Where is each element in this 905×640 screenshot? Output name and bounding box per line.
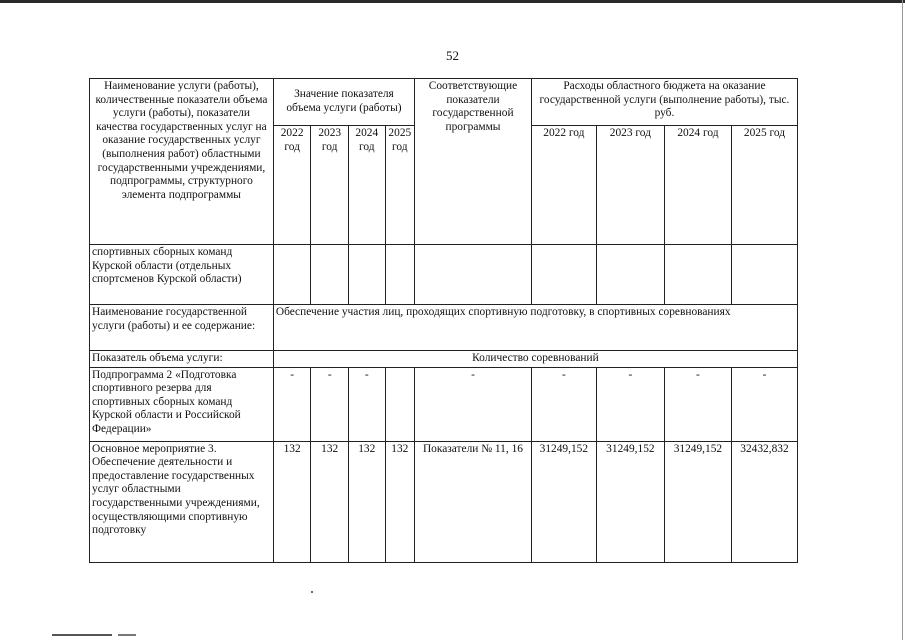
expense-year-2023: 2023 год — [596, 126, 664, 245]
empty-cell — [349, 245, 386, 305]
scan-speck — [311, 591, 313, 593]
activity-volume-2022: 132 — [273, 441, 311, 562]
subprogram-name: Подпрограмма 2 «Подготовка спортивного резерва для спортивных сборных команд Курской области и Российской Федерации» — [90, 367, 274, 441]
activity-program: Показатели № 11, 16 — [415, 441, 532, 562]
continuation-row — [90, 245, 798, 305]
activity-row — [90, 441, 798, 562]
page-number: 52 — [446, 48, 459, 63]
header-expenses-cell: Расходы областного бюджета на оказание государственной услуги (выполнение работы), тыс. руб. — [531, 79, 797, 126]
empty-cell — [731, 245, 797, 305]
subprogram-row — [90, 367, 798, 441]
header-row-1 — [90, 79, 798, 126]
activity-expense-2025: 32432,832 — [731, 441, 797, 562]
empty-cell — [415, 245, 532, 305]
header-programs-cell: Соответствующие показатели государственной программы — [415, 79, 532, 245]
footer-rule — [52, 634, 112, 636]
service-row — [90, 305, 798, 351]
budget-table — [89, 78, 798, 563]
empty-cell — [311, 245, 349, 305]
activity-name: Основное мероприятие 3. Обеспечение деятельности и предоставление государственных услуг областными государственными учреждениями, осуществляющими спортивную подготовку — [90, 441, 274, 562]
indicator-label: Показатель объема услуги: — [90, 351, 274, 368]
subprogram-volume-2025 — [385, 367, 415, 441]
footer-rule-short — [118, 634, 136, 636]
continuation-name: спортивных сборных команд Курской области (отдельных спортсменов Курской области) — [90, 245, 274, 305]
activity-expense-2022: 31249,152 — [531, 441, 596, 562]
expense-year-2025: 2025 год — [731, 126, 797, 245]
activity-expense-2023: 31249,152 — [596, 441, 664, 562]
volume-year-2025: 2025 год — [385, 126, 415, 245]
service-label: Наименование государственной услуги (работы) и ее содержание: — [90, 305, 274, 351]
subprogram-expense-2023: - — [596, 367, 664, 441]
scan-edge-right — [902, 0, 903, 640]
subprogram-expense-2024: - — [664, 367, 731, 441]
volume-year-2023: 2023 год — [311, 126, 349, 245]
empty-cell — [596, 245, 664, 305]
activity-expense-2024: 31249,152 — [664, 441, 731, 562]
activity-volume-2025: 132 — [385, 441, 415, 562]
expense-year-2024: 2024 год — [664, 126, 731, 245]
indicator-row — [90, 351, 798, 368]
header-name-cell: Наименование услуги (работы), количественные показатели объема услуги (работы), показатели качества государственных услуг на оказание государственных услуг (выполнения работ) областными государственными учреждениями, подпрограммы, структурного элемента подпрограммы — [90, 79, 274, 245]
subprogram-expense-2022: - — [531, 367, 596, 441]
empty-cell — [385, 245, 415, 305]
scan-edge-top — [0, 0, 905, 3]
empty-cell — [531, 245, 596, 305]
volume-year-2024: 2024 год — [349, 126, 386, 245]
service-value: Обеспечение участия лиц, проходящих спортивную подготовку, в спортивных соревнованиях — [273, 305, 797, 351]
subprogram-expense-2025: - — [731, 367, 797, 441]
subprogram-volume-2024: - — [349, 367, 386, 441]
subprogram-volume-2022: - — [273, 367, 311, 441]
volume-year-2022: 2022 год — [273, 126, 311, 245]
header-volume-cell: Значение показателя объема услуги (работы) — [273, 79, 414, 126]
activity-volume-2023: 132 — [311, 441, 349, 562]
activity-volume-2024: 132 — [349, 441, 386, 562]
subprogram-volume-2023: - — [311, 367, 349, 441]
indicator-value: Количество соревнований — [273, 351, 797, 368]
subprogram-program: - — [415, 367, 532, 441]
empty-cell — [664, 245, 731, 305]
empty-cell — [273, 245, 311, 305]
expense-year-2022: 2022 год — [531, 126, 596, 245]
